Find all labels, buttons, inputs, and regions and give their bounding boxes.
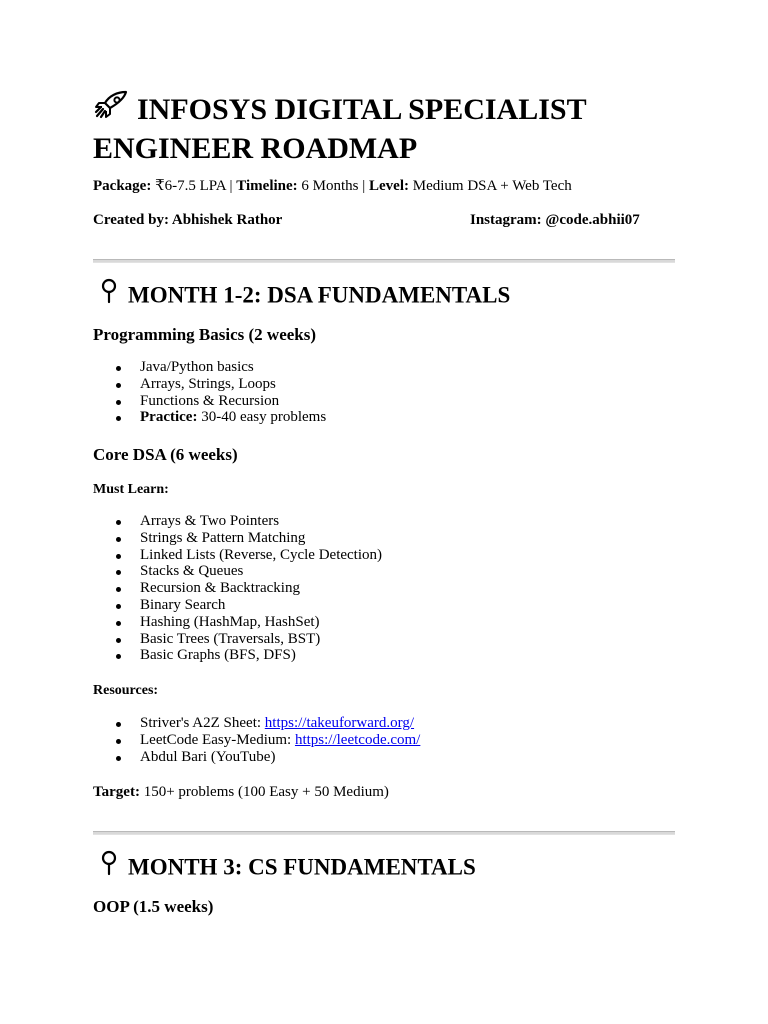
document-title <box>93 92 693 166</box>
month-3-heading: MONTH 3: CS FUNDAMENTALS <box>98 853 678 885</box>
list-item: Arrays, Strings, Loops <box>93 376 653 393</box>
timeline-value: 6 Months | <box>297 178 370 194</box>
practice-value: 30-40 easy problems <box>197 409 327 426</box>
resource-label: Striver's A2Z Sheet: <box>140 715 265 731</box>
created-by: Created by: Abhishek Rathor <box>93 212 283 228</box>
list-item: Arrays & Two Pointers <box>93 513 653 530</box>
title-line-2: ENGINEER ROADMAP <box>93 132 418 166</box>
package-label: Package: <box>93 178 152 194</box>
oop-heading: OOP (1.5 weeks) <box>93 897 214 916</box>
list-item: Hashing (HashMap, HashSet) <box>93 614 653 631</box>
list-item: Basic Graphs (BFS, DFS) <box>93 647 653 664</box>
list-item: Recursion & Backtracking <box>93 580 653 597</box>
takeuforward-link[interactable]: https://takeuforward.org/ <box>264 715 415 731</box>
resources-label: Resources: <box>93 683 159 698</box>
month-1-2-heading: MONTH 1-2: DSA FUNDAMENTALS <box>98 281 678 313</box>
resource-label: LeetCode Easy-Medium: <box>140 731 295 748</box>
list-item: Linked Lists (Reverse, Cycle Detection) <box>93 547 653 564</box>
programming-basics-list <box>93 359 653 426</box>
pushpin-icon <box>98 278 120 310</box>
list-item: Java/Python basics <box>93 359 653 376</box>
target-value: 150+ problems (100 Easy + 50 Medium) <box>139 784 389 800</box>
divider <box>93 831 675 835</box>
list-item <box>93 715 653 732</box>
instagram-handle: Instagram: @code.abhii07 <box>470 212 640 228</box>
resource-label: Abdul Bari (YouTube) <box>140 748 276 765</box>
meta-line <box>93 177 693 195</box>
core-dsa-heading: Core DSA (6 weeks) <box>93 445 238 464</box>
leetcode-link[interactable]: https://leetcode.com/ <box>294 731 421 748</box>
programming-basics-heading: Programming Basics (2 weeks) <box>93 325 317 344</box>
target-line <box>93 783 389 801</box>
timeline-label: Timeline: <box>236 178 298 194</box>
package-value: ₹6-7.5 LPA | <box>151 178 237 194</box>
rocket-icon <box>93 90 129 128</box>
level-label: Level: <box>369 178 409 194</box>
list-item <box>93 749 653 766</box>
list-item <box>93 732 653 749</box>
list-item: Stacks & Queues <box>93 563 653 580</box>
resources-list <box>93 715 653 765</box>
must-learn-label: Must Learn: <box>93 482 169 497</box>
pushpin-icon <box>98 850 120 882</box>
list-item: Strings & Pattern Matching <box>93 530 653 547</box>
title-line-1: INFOSYS DIGITAL SPECIALIST <box>93 92 693 131</box>
practice-label: Practice: <box>140 409 198 426</box>
list-item: Basic Trees (Traversals, BST) <box>93 631 653 648</box>
level-value: Medium DSA + Web Tech <box>409 178 572 194</box>
list-item: Binary Search <box>93 597 653 614</box>
list-item <box>93 409 653 426</box>
core-dsa-list <box>93 513 653 664</box>
target-label: Target: <box>93 784 140 800</box>
divider <box>93 259 675 263</box>
list-item: Functions & Recursion <box>93 393 653 410</box>
